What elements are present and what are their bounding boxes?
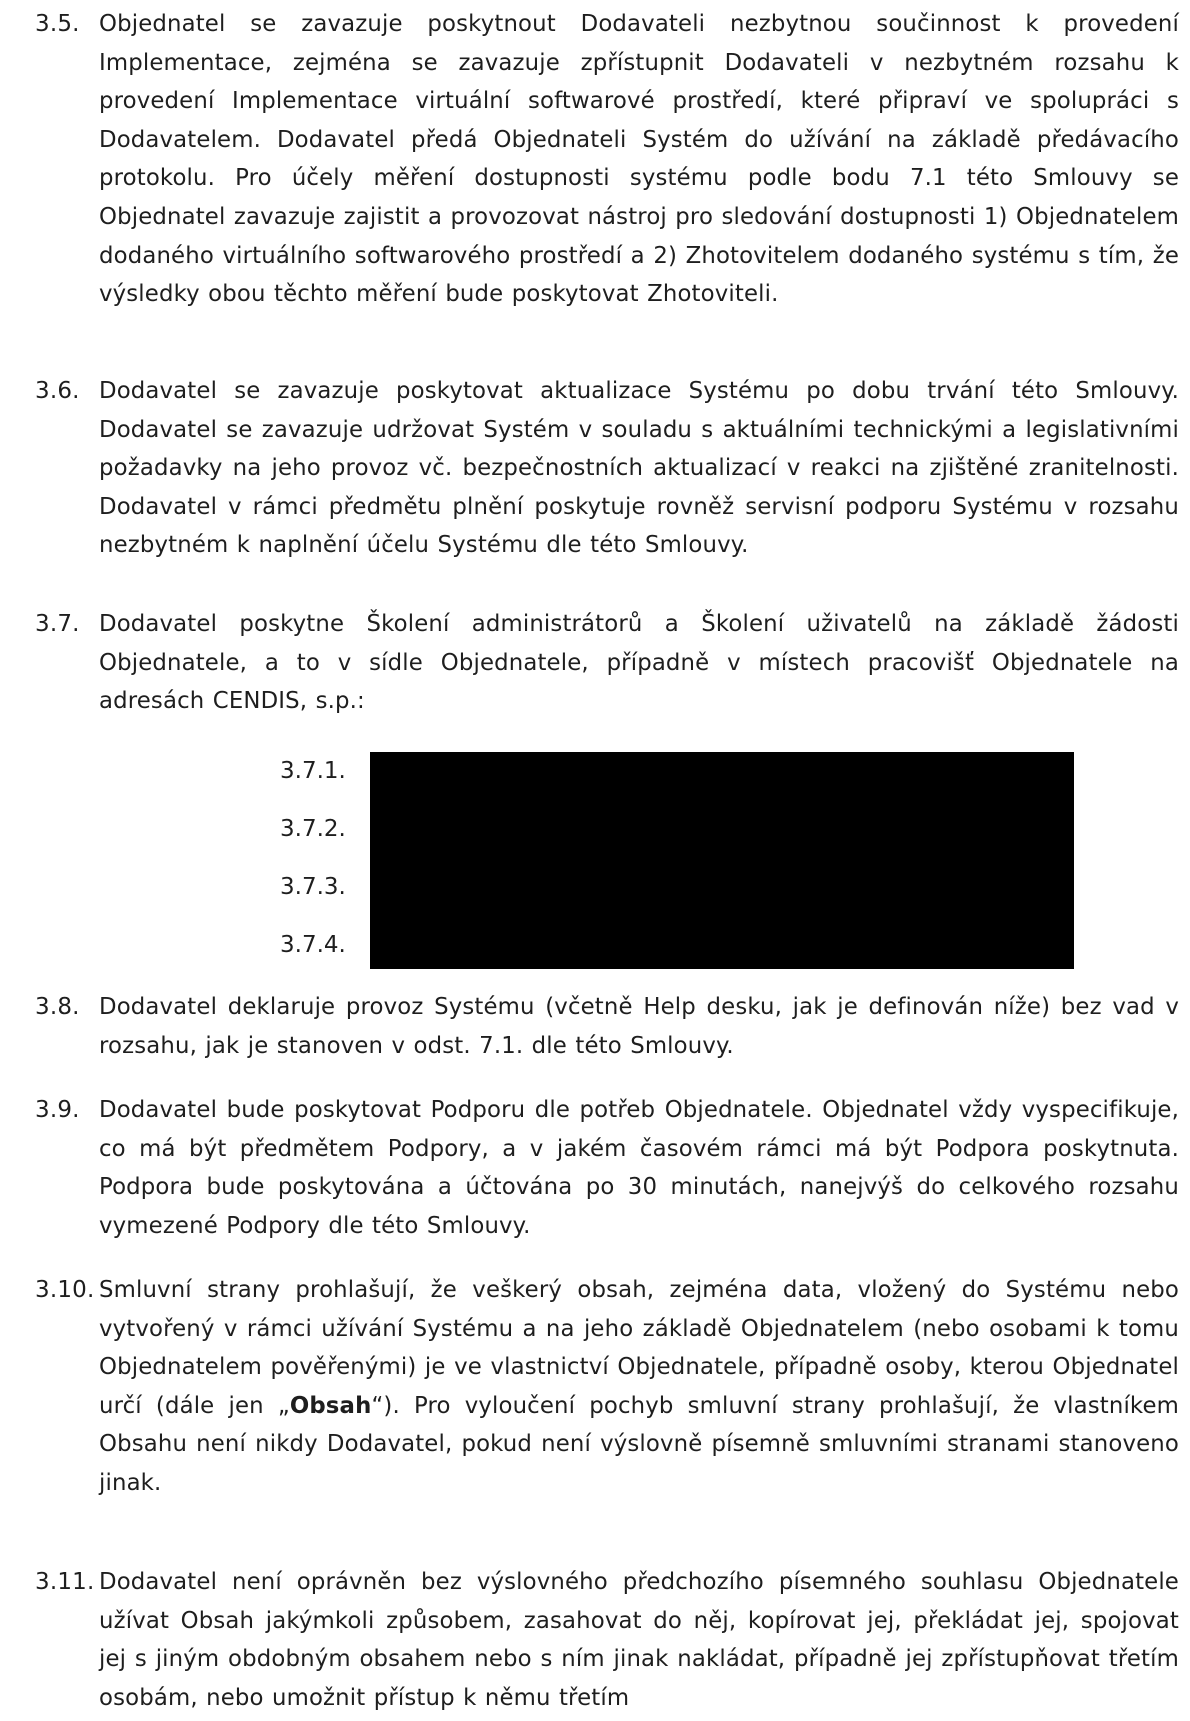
clause-text: Dodavatel se zavazuje poskytovat aktualizace Systému po dobu trvání této Smlouvy. Dodavatel se zavazuje udržovat Systém v souladu s aktuálními technickými a legislativními požadavky na jeho provoz vč. bezpečnostních aktualizací v reakci na zjištěné zranitelnosti. Dodavatel v rámci předmětu plnění poskytuje rovněž servisní podporu Systému v rozsahu nezbytném k naplnění účelu Systému dle této Smlouvy. bbox=[99, 378, 1179, 559]
clause-text-part: “). Pro vyloučení pochyb smluvní strany prohlašují, že vlastníkem Obsahu není nikdy Dodavatel, pokud není výslovně písemně smluvními stranami stanoveno jinak. bbox=[99, 1392, 1180, 1496]
subitem-number: 3.7.3. bbox=[280, 874, 346, 900]
subitem-number: 3.7.1. bbox=[280, 758, 346, 784]
clause-number: 3.8. bbox=[35, 994, 80, 1020]
clause-text-part: Smluvní strany prohlašují, že veškerý obsah, zejména data, vložený do Systému nebo vytvořený v rámci užívání Systému a na jeho základě Objednatelem (nebo osobami k tomu Objednatelem pověřenými) je ve vlastnictví Objednatele, případně osoby, kterou Objednatel určí (dále jen „ bbox=[99, 1277, 1179, 1419]
clause-number: 3.11. bbox=[35, 1569, 95, 1595]
clause-number: 3.5. bbox=[35, 11, 80, 37]
subitem-number: 3.7.4. bbox=[280, 932, 346, 958]
clause-text bbox=[99, 1271, 1179, 1503]
clause-text: Objednatel se zavazuje poskytnout Dodavateli nezbytnou součinnost k provedení Implementace, zejména se zavazuje zpřístupnit Dodavateli v nezbytném rozsahu k provedení Implementace virtuální softwarové prostředí, které připraví ve spolupráci s Dodavatelem. Dodavatel předá Objednateli Systém do užívání na základě předávacího protokolu. Pro účely měření dostupnosti systému podle bodu 7.1 této Smlouvy se Objednatel zavazuje zajistit a provozovat nástroj pro sledování dostupnosti 1) Objednatelem dodaného virtuálního softwarového prostředí a 2) Zhotovitelem dodaného systému s tím, že výsledky obou těchto měření bude poskytovat Zhotoviteli. bbox=[99, 11, 1179, 308]
clause-number: 3.10. bbox=[35, 1277, 95, 1303]
clause-text: Dodavatel není oprávněn bez výslovného předchozího písemného souhlasu Objednatele užívat Obsah jakýmkoli způsobem, zasahovat do něj, kopírovat jej, překládat jej, spojovat jej s jiným obdobným obsahem nebo s ním jinak nakládat, případně jej zpřístupňovat třetím osobám, nebo umožnit přístup k němu třetím bbox=[99, 1569, 1179, 1711]
defined-term-obsah: Obsah bbox=[289, 1392, 372, 1419]
clause-text: Dodavatel bude poskytovat Podporu dle potřeb Objednatele. Objednatel vždy vyspecifikuje, co má být předmětem Podpory, a v jakém časovém rámci má být Podpora poskytnuta. Podpora bude poskytována a účtována po 30 minutách, nanejvýš do celkového rozsahu vymezené Podpory dle této Smlouvy. bbox=[99, 1097, 1179, 1239]
clause-number: 3.7. bbox=[35, 611, 80, 637]
clause-number: 3.9. bbox=[35, 1097, 80, 1123]
clause-text: Dodavatel poskytne Školení administrátorů a Školení uživatelů na základě žádosti Objednatele, a to v sídle Objednatele, případně v místech pracovišť Objednatele na adresách CENDIS, s.p.: bbox=[99, 611, 1179, 715]
clause-number: 3.6. bbox=[35, 378, 80, 404]
redaction-box bbox=[370, 752, 1074, 969]
clause-text: Dodavatel deklaruje provoz Systému (včetně Help desku, jak je definován níže) bez vad v rozsahu, jak je stanoven v odst. 7.1. dle této Smlouvy. bbox=[99, 994, 1179, 1059]
subitem-number: 3.7.2. bbox=[280, 816, 346, 842]
